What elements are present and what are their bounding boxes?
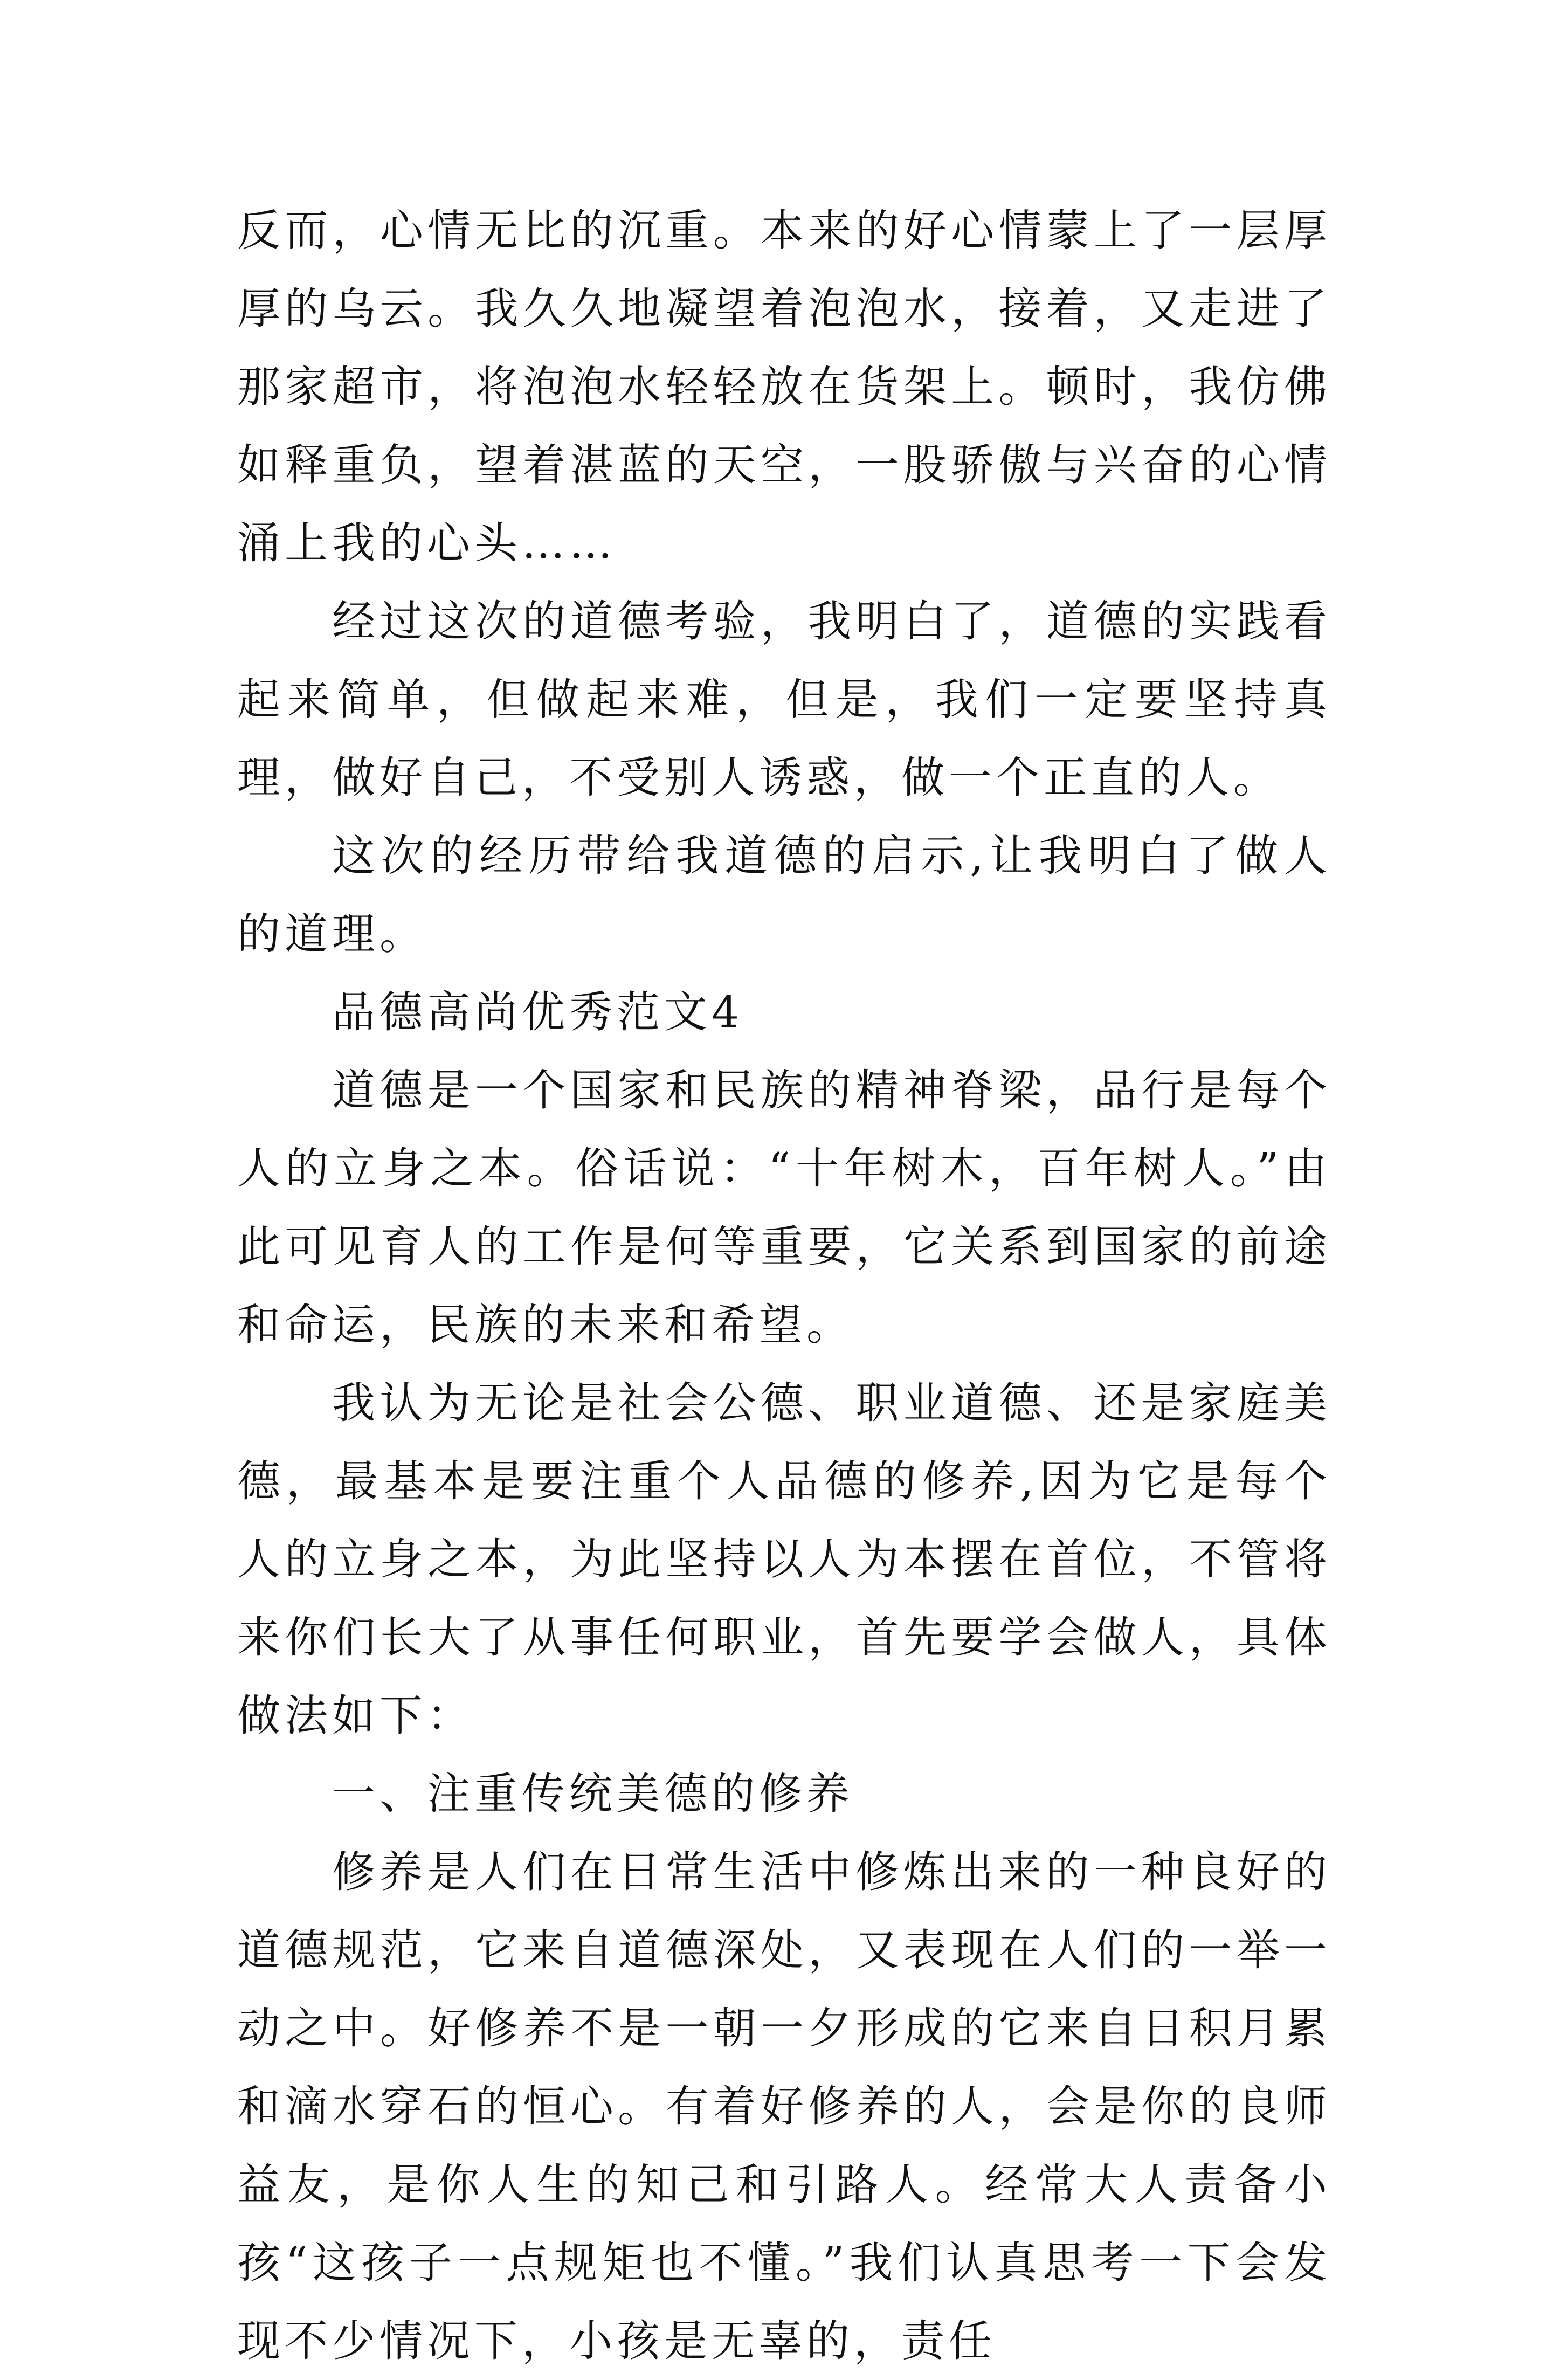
document-body: [237, 191, 1331, 2380]
subheading-traditional-virtue: 一、注重传统美德的修养: [332, 1769, 854, 1819]
paragraph-experience: 这次的经历带给我道德的启示,让我明白了做人的道理。: [237, 831, 1331, 959]
paragraph-moral-test: 经过这次的道德考验，我明白了，道德的实践看起来简单，但做起来难，但是，我们一定要坚持真理，做好自己，不受别人诱惑，做一个正直的人。: [237, 596, 1331, 803]
paragraph-cultivation: 修养是人们在日常生活中修炼出来的一种良好的道德规范，它来自道德深处，又表现在人们的一举一动之中。好修养不是一朝一夕形成的它来自日积月累和滴水穿石的恒心。有着好修养的人，会是你的良师益友，是你人生的知己和引路人。经常大人责备小孩“这孩子一点规矩也不懂。”我们认真思考一下会发现不少情况下，小孩是无辜的，责任: [237, 1847, 1331, 2366]
section-heading: 品德高尚优秀范文4: [332, 987, 743, 1037]
paragraph-morality-backbone: 道德是一个国家和民族的精神脊梁，品行是每个人的立身之本。俗话说：“十年树木，百年树人。”由此可见育人的工作是何等重要，它关系到国家的前途和命运，民族的未来和希望。: [237, 1065, 1331, 1350]
paragraph-continuation: 反而，心情无比的沉重。本来的好心情蒙上了一层厚厚的乌云。我久久地凝望着泡泡水，接着，又走进了那家超市，将泡泡水轻轻放在货架上。顿时，我仿佛如释重负，望着湛蓝的天空，一股骄傲与兴奋的心情涌上我的心头……: [237, 205, 1331, 568]
paragraph-personal-character: 我认为无论是社会公德、职业道德、还是家庭美德，最基本是要注重个人品德的修养,因为它是每个人的立身之本，为此坚持以人为本摆在首位，不管将来你们长大了从事任何职业，首先要学会做人，具体做法如下：: [237, 1378, 1331, 1741]
